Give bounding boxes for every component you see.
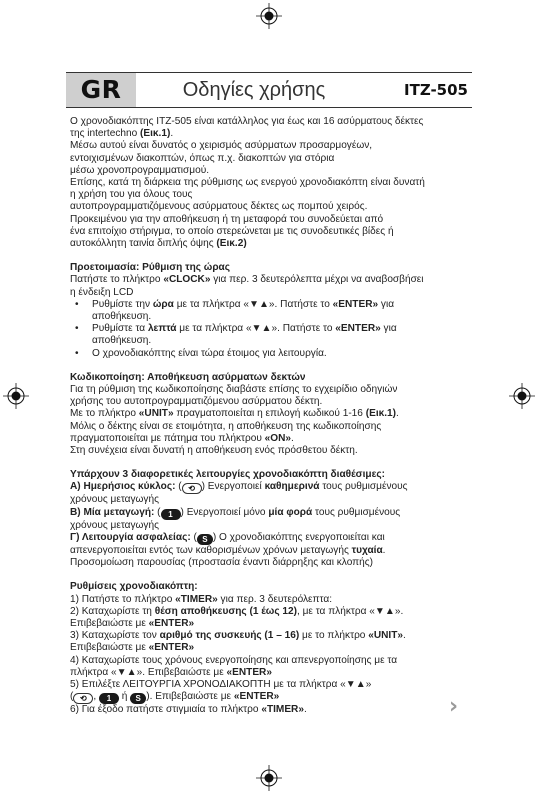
bullet-item xyxy=(70,323,470,347)
bold-text: «TIMER» xyxy=(175,593,218,605)
bold-text: (Εικ.2) xyxy=(216,238,247,250)
bold-text: καθημερινά xyxy=(264,481,320,493)
bold-text: «ENTER» xyxy=(226,666,272,678)
modes-heading: Υπάρχουν 3 διαφορετικές λειτουργίες χρονοδιακόπτη διαθέσιμες: xyxy=(70,469,385,481)
text-line: Προσομοίωση παρουσίας (προστασία έναντι διάρρηξης και κλοπής) xyxy=(70,557,373,569)
single-switch-icon: 1 xyxy=(99,693,119,704)
text-line: ( ⟲ , 1 ή S ). Επιβεβαιώστε με «ENTER» xyxy=(70,691,280,704)
daily-cycle-icon: ⟲ xyxy=(182,483,202,494)
bold-text: «ENTER» xyxy=(233,691,280,703)
bold-text: (Εικ.1) xyxy=(365,408,397,420)
text-line: Α) Ημερήσιος κύκλος: ( ⟲ ) Ενεργοποιεί καθημερινά τους ρυθμισμένους xyxy=(70,481,408,494)
intro-section xyxy=(70,116,470,250)
prep-heading: Προετοιμασία: Ρύθμιση της ώρας xyxy=(70,262,231,274)
text-line: αποθήκευση. xyxy=(92,335,152,347)
bullet-item xyxy=(70,348,470,360)
text-line: πλήκτρα «▼▲». Επιβεβαιώστε με «ENTER» xyxy=(70,666,272,678)
page-header xyxy=(66,72,472,108)
text-line: εντοιχισμένων διακοπτών, όπως π.χ. διακοπτών για στόρια xyxy=(70,152,335,164)
bold-text: «ENTER» xyxy=(148,617,195,629)
text-line: χρήσης του αυτοπρογραμματιζόμενου ασύρματου δέκτη. xyxy=(70,396,323,408)
text-line: 5) Επιλέξτε ΛΕΙΤΟΥΡΓΙΑ ΧΡΟΝΟΔΙΑΚΟΠΤΗ με τα πλήκτρα «▼▲» xyxy=(70,678,372,690)
manual-content xyxy=(70,116,470,716)
text-line: Πατήστε το πλήκτρο «CLOCK» για περ. 3 δευτερόλεπτα μέχρι να αναβοσβήσει xyxy=(70,274,424,286)
text-line: Επιβεβαιώστε με «ENTER» xyxy=(70,617,195,629)
single-switch-icon: 1 xyxy=(161,509,181,520)
text-line: Προκειμένου για την αποθήκευση ή τη μεταφορά του συνοδεύεται από xyxy=(70,213,384,225)
text-line: Με το πλήκτρο «UNIT» πραγματοποιείται η επιλογή κωδικού 1-16 (Εικ.1). xyxy=(70,408,399,420)
bold-text: Β) Μία μεταγωγή: xyxy=(70,506,155,518)
bold-text: λεπτά xyxy=(147,323,177,335)
text-line: αυτοκόλλητη ταινία διπλής όψης (Εικ.2) xyxy=(70,238,247,250)
bold-text: Α) Ημερήσιος κύκλος: xyxy=(70,481,176,493)
text-line: Μέσω αυτού είναι δυνατός ο χειρισμός ασύρματων προσαρμογέων, xyxy=(70,140,373,152)
text-line: Γ) Λειτουργία ασφαλείας: ( S ) Ο χρονοδιακόπτης ενεργοποιείται και xyxy=(70,531,385,544)
text-line: Επιβεβαιώστε με «ENTER» xyxy=(70,642,195,654)
text-line: 3) Καταχωρίστε τον αριθμό της συσκευής (1 – 16) με το πλήκτρο «UNIT». xyxy=(70,630,406,642)
bold-text: θέση αποθήκευσης (1 έως 12) xyxy=(154,605,297,617)
prep-bullet-list xyxy=(70,299,470,360)
next-page-arrow-icon: › xyxy=(449,694,459,719)
registration-mark-top-icon xyxy=(256,3,282,29)
daily-cycle-icon: ⟲ xyxy=(73,693,93,704)
text-line: 1) Πατήστε το πλήκτρο «TIMER» για περ. 3 δευτερόλεπτα: xyxy=(70,593,332,605)
security-mode-icon: S xyxy=(130,693,146,704)
text-line: αποθήκευση. xyxy=(92,311,152,323)
bold-text: «ENTER» xyxy=(335,323,381,335)
text-line: η χρήση του για όλους τους xyxy=(70,189,193,201)
text-line: 6) Για έξοδο πατήστε στιγμιαία το πλήκτρο «TIMER». xyxy=(70,704,307,716)
text-line: ένα επιτοίχιο στήριγμα, το οποίο στερεώνεται με τις συνοδευτικές βίδες ή xyxy=(70,225,394,237)
bold-text: «UNIT» xyxy=(368,630,404,642)
text-line: αυτοπρογραμματιζόμενους ασύρματους δέκτες ως πομπού χειρός. xyxy=(70,201,368,213)
text-line: απενεργοποιείται εντός των καθορισμένων χρόνων μεταγωγής τυχαία. xyxy=(70,544,386,556)
text-line: της intertechno (Εικ.1). xyxy=(70,128,174,140)
text-line: Β) Μία μεταγωγή: ( 1 ) Ενεργοποιεί μόνο μία φορά τους ρυθμισμένους xyxy=(70,506,401,519)
bold-text: «ENTER» xyxy=(148,642,195,654)
bold-text: «TIMER» xyxy=(261,704,304,716)
text-line: χρόνους μεταγωγής xyxy=(70,494,159,506)
text-line: Μόλις ο δέκτης είναι σε ετοιμότητα, η αποθήκευση της κωδικοποίησης xyxy=(70,420,382,432)
registration-mark-right-icon xyxy=(509,383,535,409)
bold-text: αριθμό της συσκευής (1 – 16) xyxy=(159,630,300,642)
text-line: 2) Καταχωρίστε τη θέση αποθήκευσης (1 έως 12), με τα πλήκτρα «▼▲». xyxy=(70,605,404,617)
bold-text: Γ) Λειτουργία ασφαλείας: xyxy=(70,531,191,543)
text-line: Για τη ρύθμιση της κωδικοποίησης διαβάστε επίσης το εγχειρίδιο οδηγιών xyxy=(70,384,398,396)
bold-text: «ENTER» xyxy=(332,298,379,310)
registration-mark-bottom-icon xyxy=(256,765,282,791)
text-line: η ένδειξη LCD xyxy=(70,286,134,298)
bold-text: (Εικ.1) xyxy=(140,128,171,140)
text-line: Ο χρονοδιακόπτης ITZ-505 είναι κατάλληλος για έως και 16 ασύρματους δέκτες xyxy=(70,116,424,127)
text-line: Στη συνέχεια είναι δυνατή η αποθήκευση ενός πρόσθετου δέκτη. xyxy=(70,445,358,457)
registration-mark-left-icon xyxy=(3,383,29,409)
security-mode-icon: S xyxy=(197,534,213,545)
bold-text: ώρα xyxy=(152,298,174,310)
model-number: ITZ-505 xyxy=(404,81,468,99)
text-line: Επίσης, κατά τη διάρκεια της ρύθμισης ως ενεργού χρονοδιακόπτη είναι δυνατή xyxy=(70,177,425,189)
prep-section xyxy=(70,274,470,298)
text-line: πραγματοποιείται με πάτημα του πλήκτρου «ON». xyxy=(70,432,294,444)
text-line: μέσω χρονοπρογραμματισμού. xyxy=(70,164,210,176)
text-line: χρόνους μεταγωγής xyxy=(70,519,159,531)
bullet-item xyxy=(70,299,470,323)
bold-text: μία φορά xyxy=(268,506,313,518)
code-heading: Κωδικοποίηση: Αποθήκευση ασύρματων δεκτών xyxy=(70,371,306,383)
bold-text: «UNIT» xyxy=(138,408,174,420)
bold-text: «ON» xyxy=(264,432,292,444)
bullet-icon: • xyxy=(75,323,79,335)
language-badge: GR xyxy=(66,73,136,107)
settings-section xyxy=(70,594,470,717)
settings-heading: Ρυθμίσεις χρονοδιακόπτη: xyxy=(70,581,198,593)
code-section xyxy=(70,384,470,457)
bold-text: «CLOCK» xyxy=(163,274,211,286)
text-line: 4) Καταχωρίστε τους χρόνους ενεργοποίησης και απενεργοποίησης με τα xyxy=(70,654,398,666)
text-line: Ο χρονοδιακόπτης είναι τώρα έτοιμος για λειτουργία. xyxy=(92,347,327,359)
bold-text: τυχαία xyxy=(351,544,383,556)
text-line: Ρυθμίστε την ώρα με τα πλήκτρα «▼▲». Πατήστε το «ENTER» για xyxy=(92,298,395,310)
bullet-icon: • xyxy=(75,298,79,310)
page-title: Οδηγίες χρήσης xyxy=(182,79,326,101)
text-line: Ρυθμίστε τα λεπτά με τα πλήκτρα «▼▲». Πατήστε το «ENTER» για xyxy=(92,323,397,335)
modes-section xyxy=(70,481,470,569)
bullet-icon: • xyxy=(75,347,79,359)
